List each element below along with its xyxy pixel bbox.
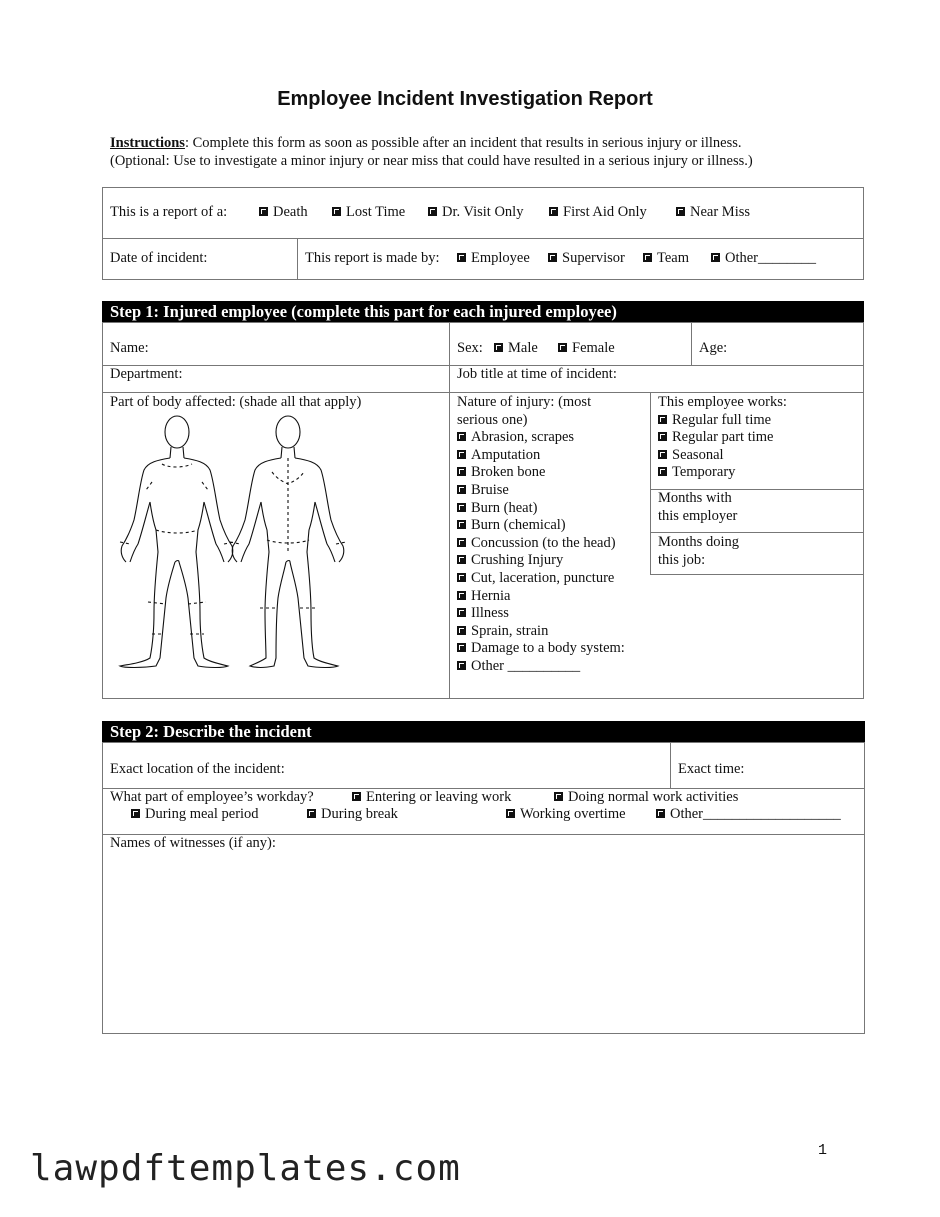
nature-option[interactable]: Abrasion, scrapes: [457, 429, 625, 447]
sex-option-female[interactable]: Female: [558, 340, 615, 358]
checkbox-icon[interactable]: [457, 591, 466, 600]
checkbox-icon[interactable]: [352, 792, 361, 801]
checkbox-icon[interactable]: [658, 450, 667, 459]
page-number: 1: [818, 1142, 828, 1159]
location-label: Exact location of the incident:: [110, 761, 285, 777]
watermark: lawpdftemplates.com: [30, 1148, 461, 1189]
checkbox-icon[interactable]: [457, 608, 466, 617]
workday-option-break[interactable]: During break: [307, 806, 398, 824]
made-by-label: This report is made by:: [305, 250, 440, 266]
nature-option[interactable]: Illness: [457, 605, 625, 623]
checkbox-icon[interactable]: [457, 520, 466, 529]
report-type-option-near-miss[interactable]: Near Miss: [676, 204, 750, 222]
instructions-line-2: (Optional: Use to investigate a minor injury or near miss that could have resulted in a serious injury or illness.): [110, 153, 753, 169]
step2-header: Step 2: Describe the incident: [102, 721, 865, 743]
nature-option[interactable]: Cut, laceration, puncture: [457, 570, 625, 588]
workday-option-meal[interactable]: During meal period: [131, 806, 259, 824]
checkbox-icon[interactable]: [549, 207, 558, 216]
instructions-label: Instructions: [110, 135, 185, 151]
checkbox-icon[interactable]: [656, 809, 665, 818]
report-type-option-lost-time[interactable]: Lost Time: [332, 204, 405, 222]
checkbox-icon[interactable]: [332, 207, 341, 216]
checkbox-icon[interactable]: [643, 253, 652, 262]
body-back-figure: [230, 416, 346, 668]
report-type-option-first-aid[interactable]: First Aid Only: [549, 204, 647, 222]
made-by-option-team[interactable]: Team: [643, 250, 689, 268]
checkbox-icon[interactable]: [457, 253, 466, 262]
works-option[interactable]: Regular full time: [658, 412, 787, 430]
report-type-label: This is a report of a:: [110, 204, 228, 220]
report-type-option-death[interactable]: Death: [259, 204, 308, 222]
instructions-line-1: : Complete this form as soon as possible after an incident that results in serious injury or illness.: [184, 135, 742, 151]
step2-box: [102, 742, 865, 1034]
checkbox-icon[interactable]: [457, 467, 466, 476]
checkbox-icon[interactable]: [457, 555, 466, 564]
nature-option[interactable]: Other __________: [457, 658, 625, 676]
body-front-figure: [120, 416, 234, 668]
workday-option-overtime[interactable]: Working overtime: [506, 806, 626, 824]
time-label: Exact time:: [678, 761, 745, 777]
checkbox-icon[interactable]: [554, 792, 563, 801]
made-by-option-employee[interactable]: Employee: [457, 250, 530, 268]
made-by-option-supervisor[interactable]: Supervisor: [548, 250, 625, 268]
name-label: Name:: [110, 340, 149, 356]
workday-label: What part of employee’s workday?: [110, 789, 314, 805]
checkbox-icon[interactable]: [457, 538, 466, 547]
checkbox-icon[interactable]: [658, 415, 667, 424]
body-part-label: Part of body affected: (shade all that apply): [110, 394, 362, 410]
months-with-employer: Months with this employer: [658, 490, 738, 524]
workday-option-entering[interactable]: Entering or leaving work: [352, 789, 511, 807]
nature-option[interactable]: Damage to a body system:: [457, 640, 625, 658]
works-option[interactable]: Temporary: [658, 464, 787, 482]
nature-option[interactable]: Burn (chemical): [457, 517, 625, 535]
works-label: This employee works:: [658, 394, 787, 410]
nature-option[interactable]: Amputation: [457, 447, 625, 465]
body-diagram[interactable]: [112, 412, 352, 670]
checkbox-icon[interactable]: [548, 253, 557, 262]
checkbox-icon[interactable]: [457, 643, 466, 652]
checkbox-icon[interactable]: [457, 485, 466, 494]
made-by-option-other[interactable]: Other________: [711, 250, 816, 268]
checkbox-icon[interactable]: [428, 207, 437, 216]
instructions: [110, 134, 850, 170]
nature-option[interactable]: Hernia: [457, 588, 625, 606]
nature-of-injury-list: [457, 394, 625, 676]
step1-header: Step 1: Injured employee (complete this part for each injured employee): [102, 301, 864, 323]
job-title-label: Job title at time of incident:: [457, 366, 617, 382]
checkbox-icon[interactable]: [457, 503, 466, 512]
nature-label-line-2: serious one): [457, 411, 528, 428]
age-label: Age:: [699, 340, 728, 356]
page-title: Employee Incident Investigation Report: [277, 88, 653, 110]
nature-option[interactable]: Bruise: [457, 482, 625, 500]
nature-option[interactable]: Broken bone: [457, 464, 625, 482]
checkbox-icon[interactable]: [711, 253, 720, 262]
checkbox-icon[interactable]: [676, 207, 685, 216]
checkbox-icon[interactable]: [131, 809, 140, 818]
checkbox-icon[interactable]: [558, 343, 567, 352]
checkbox-icon[interactable]: [457, 432, 466, 441]
witnesses-label: Names of witnesses (if any):: [110, 835, 276, 851]
checkbox-icon[interactable]: [506, 809, 515, 818]
nature-option[interactable]: Sprain, strain: [457, 623, 625, 641]
workday-option-normal[interactable]: Doing normal work activities: [554, 789, 738, 807]
checkbox-icon[interactable]: [494, 343, 503, 352]
works-option[interactable]: Seasonal: [658, 447, 787, 465]
works-option[interactable]: Regular part time: [658, 429, 787, 447]
checkbox-icon[interactable]: [658, 432, 667, 441]
months-doing-job: Months doing this job:: [658, 534, 739, 568]
nature-option[interactable]: Concussion (to the head): [457, 535, 625, 553]
sex-option-male[interactable]: Male: [494, 340, 538, 358]
checkbox-icon[interactable]: [658, 467, 667, 476]
checkbox-icon[interactable]: [307, 809, 316, 818]
checkbox-icon[interactable]: [457, 450, 466, 459]
checkbox-icon[interactable]: [259, 207, 268, 216]
department-label: Department:: [110, 366, 183, 382]
date-of-incident-label: Date of incident:: [110, 250, 208, 266]
checkbox-icon[interactable]: [457, 573, 466, 582]
checkbox-icon[interactable]: [457, 661, 466, 670]
employee-works-list: [658, 394, 787, 482]
nature-option[interactable]: Crushing Injury: [457, 552, 625, 570]
nature-option[interactable]: Burn (heat): [457, 500, 625, 518]
sex-label: Sex:: [457, 340, 483, 356]
nature-label-line-1: Nature of injury: (most: [457, 394, 592, 410]
report-type-option-dr-visit[interactable]: Dr. Visit Only: [428, 204, 523, 222]
workday-option-other[interactable]: Other___________________: [656, 806, 841, 824]
checkbox-icon[interactable]: [457, 626, 466, 635]
